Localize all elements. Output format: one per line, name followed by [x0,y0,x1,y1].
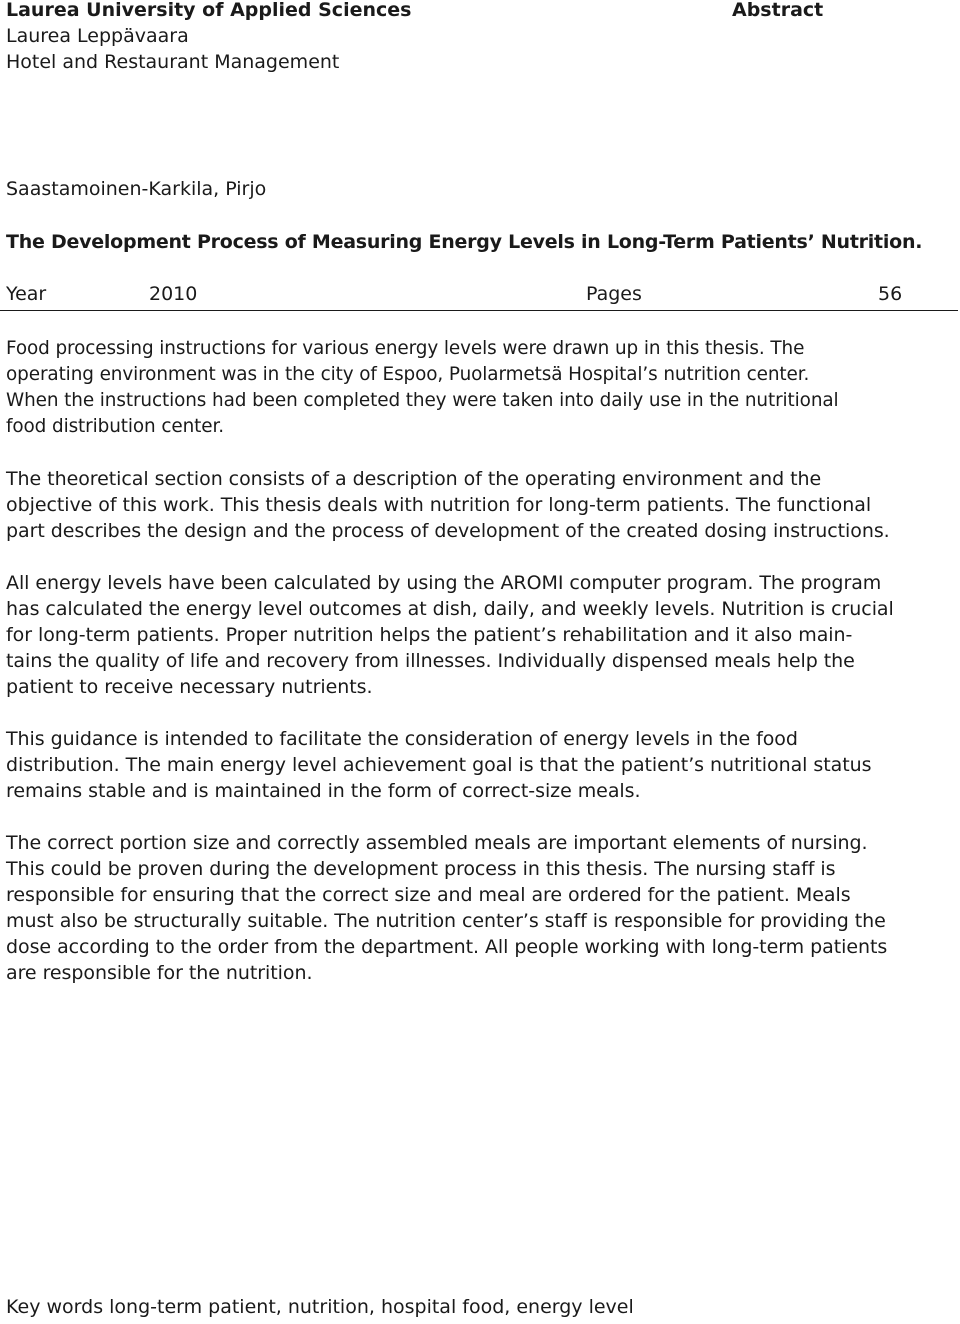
document-type-label: Abstract [732,0,824,21]
year-label: Year [6,283,47,305]
abstract-body [6,336,951,1012]
program-name: Hotel and Restaurant Management [6,51,340,73]
meta-row [0,281,960,311]
author-name: Saastamoinen-Karkila, Pirjo [6,178,267,200]
pages-label: Pages [586,283,642,305]
abstract-paragraph: The theoretical section consists of a description of the operating environment and the objective of this work. This thesis deals with nutrition for long-term patients. The functional part describes the design and the process of development of the created dosing instructions. [6,468,890,542]
abstract-paragraph: All energy levels have been calculated by using the AROMI computer program. The program has calculated the energy level outcomes at dish, daily, and weekly levels. Nutrition is crucial for long-term patients. Proper nutrition helps the patient’s rehabilitation and it also main- tains the quality of life and recovery from illnesses. Individually dispensed meals help the patient to receive necessary nutrients. [6,572,894,698]
abstract-paragraph: This guidance is intended to facilitate the consideration of energy levels in the food distribution. The main energy level achievement goal is that the patient’s nutritional status remains stable and is maintained in the form of correct-size meals. [6,728,872,802]
horizontal-divider [0,310,958,311]
year-value: 2010 [149,283,198,305]
header-block [6,0,606,75]
keywords-line: Key words long-term patient, nutrition, hospital food, energy level [6,1296,634,1318]
campus-name: Laurea Leppävaara [6,25,189,47]
institution-name: Laurea University of Applied Sciences [6,0,412,21]
abstract-paragraph: Food processing instructions for various energy levels were drawn up in this thesis. The operating environment was in the city of Espoo, Puolarmetsä Hospital’s nutrition center. When the instructions had been completed they were taken into daily use in the nutritional food distribution center. [6,338,839,437]
thesis-title: The Development Process of Measuring Energy Levels in Long-Term Patients’ Nutrition. [6,231,923,253]
pages-value: 56 [878,283,903,305]
abstract-paragraph: The correct portion size and correctly assembled meals are important elements of nursing. This could be proven during the development process in this thesis. The nursing staff is responsible for ensuring that the correct size and meal are ordered for the patient. Meals must also be structurally suitable. The nutrition center’s staff is responsible for providing the dose according to the order from the department. All people working with long-term patients are responsible for the nutrition. [6,832,888,984]
